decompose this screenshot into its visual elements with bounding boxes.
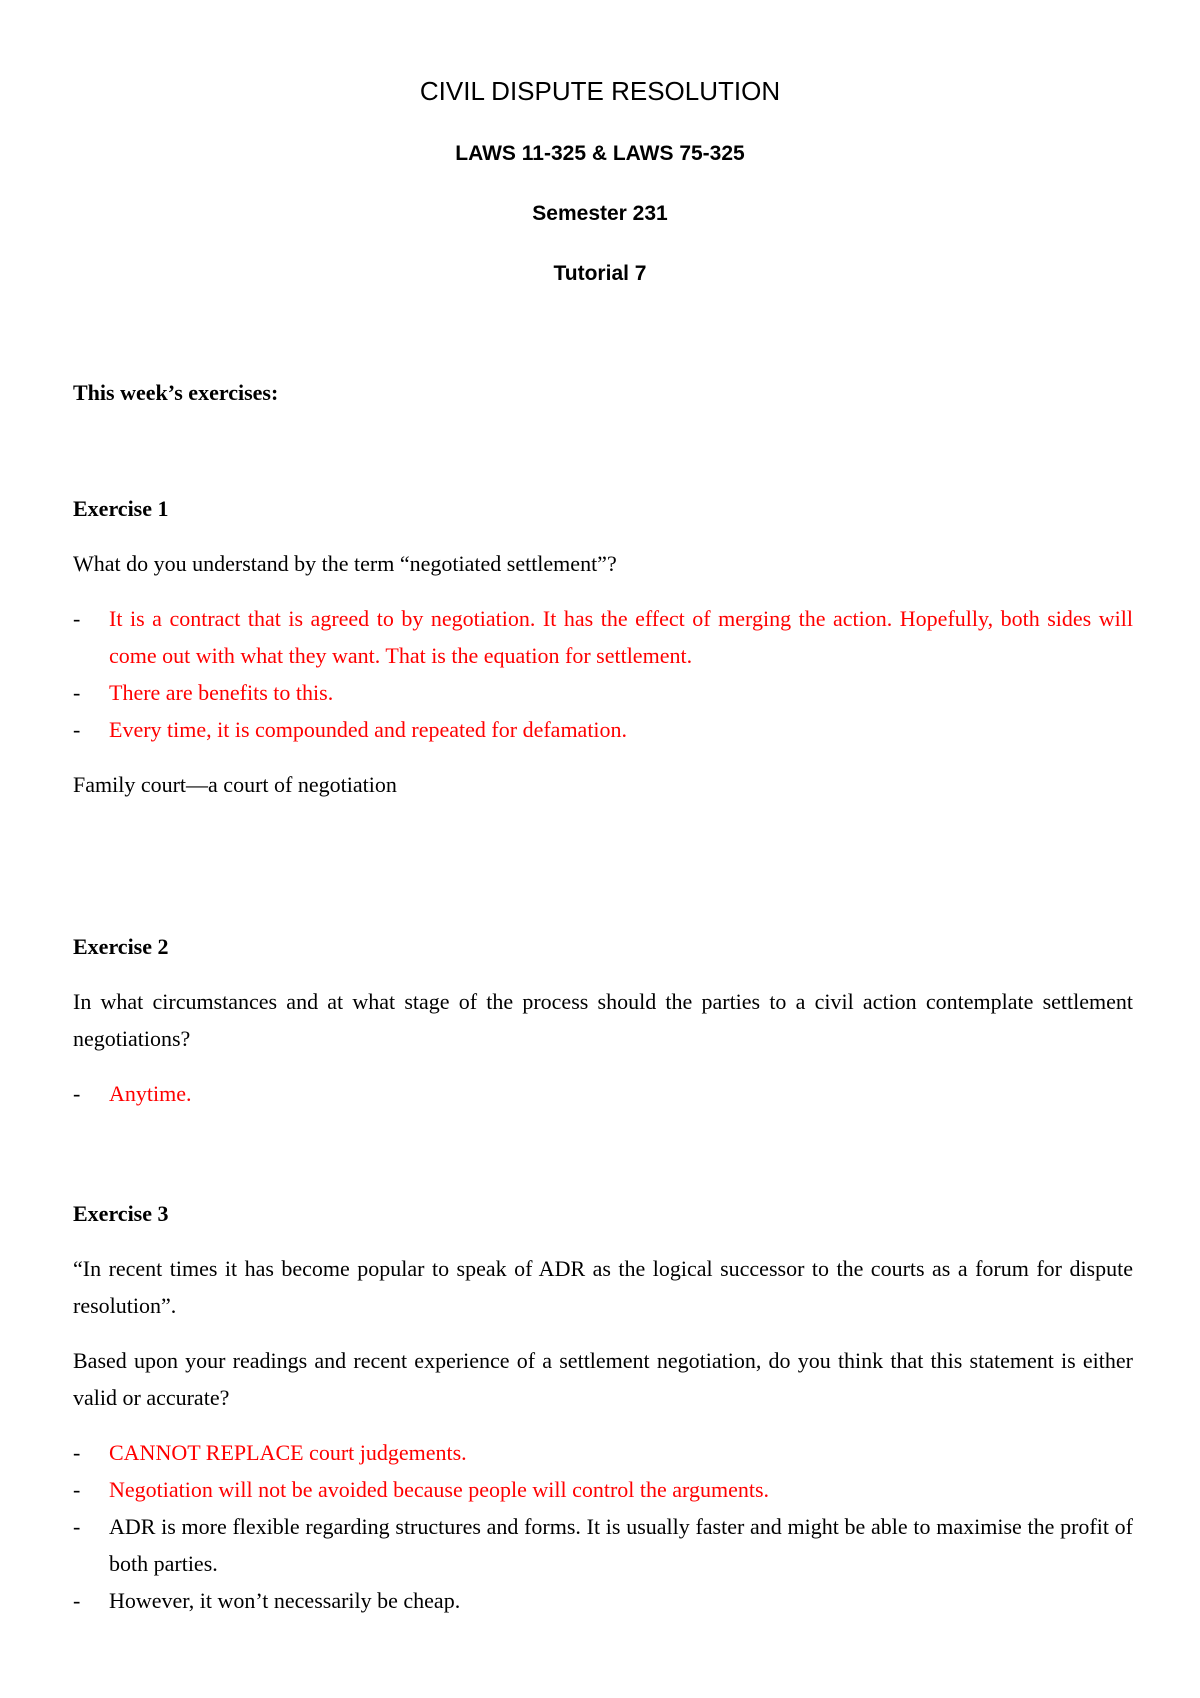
answer-text: Negotiation will not be avoided because people will control the arguments. xyxy=(109,1477,770,1502)
answer-item xyxy=(73,1508,1133,1582)
document-title: CIVIL DISPUTE RESOLUTION xyxy=(419,76,781,106)
course-codes: LAWS 11-325 & LAWS 75-325 xyxy=(455,142,745,165)
answer-item xyxy=(73,1075,1133,1112)
bullet-dash: - xyxy=(73,1514,81,1539)
answer-text: There are benefits to this. xyxy=(109,680,334,705)
exercise-3-section xyxy=(73,1195,1133,1637)
exercise-heading: Exercise 3 xyxy=(73,1201,169,1226)
exercise-question: In what circumstances and at what stage of the process should the parties to a civil action contemplate settlement negotiations? xyxy=(73,989,1133,1051)
answer-text: Every time, it is compounded and repeated for defamation. xyxy=(109,717,628,742)
answer-item xyxy=(73,1434,1133,1471)
exercise-question: What do you understand by the term “negotiated settlement”? xyxy=(73,551,617,576)
answer-text: However, it won’t necessarily be cheap. xyxy=(109,1588,461,1613)
answer-item xyxy=(73,711,1133,748)
answer-text: CANNOT REPLACE court judgements. xyxy=(109,1440,467,1465)
answer-item xyxy=(73,1582,1133,1619)
bullet-dash: - xyxy=(73,1440,81,1465)
exercise-2-section xyxy=(73,928,1133,1130)
answer-item xyxy=(73,674,1133,711)
answer-text: It is a contract that is agreed to by negotiation. It has the effect of merging the action. Hopefully, both sides will come out with what they want. That is the equation for settlement. xyxy=(109,606,1133,668)
answer-list xyxy=(73,600,1133,748)
answer-item xyxy=(73,600,1133,674)
answer-text: ADR is more flexible regarding structures and forms. It is usually faster and might be able to maximise the profit of both parties. xyxy=(109,1514,1133,1576)
exercise-quote: “In recent times it has become popular to speak of ADR as the logical successor to the courts as a forum for dispute resolution”. xyxy=(73,1256,1133,1318)
answer-text: Anytime. xyxy=(109,1081,192,1106)
bullet-dash: - xyxy=(73,1477,81,1502)
tutorial-label: Tutorial 7 xyxy=(553,262,647,285)
answer-item xyxy=(73,1471,1133,1508)
exercise-heading: Exercise 1 xyxy=(73,496,169,521)
answer-list xyxy=(73,1075,1133,1112)
semester-label: Semester 231 xyxy=(532,202,668,225)
bullet-dash: - xyxy=(73,606,81,631)
bullet-dash: - xyxy=(73,1588,81,1613)
bullet-dash: - xyxy=(73,717,81,742)
exercise-heading: Exercise 2 xyxy=(73,934,169,959)
bullet-dash: - xyxy=(73,1081,81,1106)
answer-list xyxy=(73,1434,1133,1619)
bullet-dash: - xyxy=(73,680,81,705)
exercise-question: Based upon your readings and recent experience of a settlement negotiation, do you think that this statement is either valid or accurate? xyxy=(73,1348,1133,1410)
exercise-note: Family court—a court of negotiation xyxy=(73,772,397,797)
exercise-1-section xyxy=(73,490,1133,803)
intro-heading: This week’s exercises: xyxy=(73,380,279,405)
